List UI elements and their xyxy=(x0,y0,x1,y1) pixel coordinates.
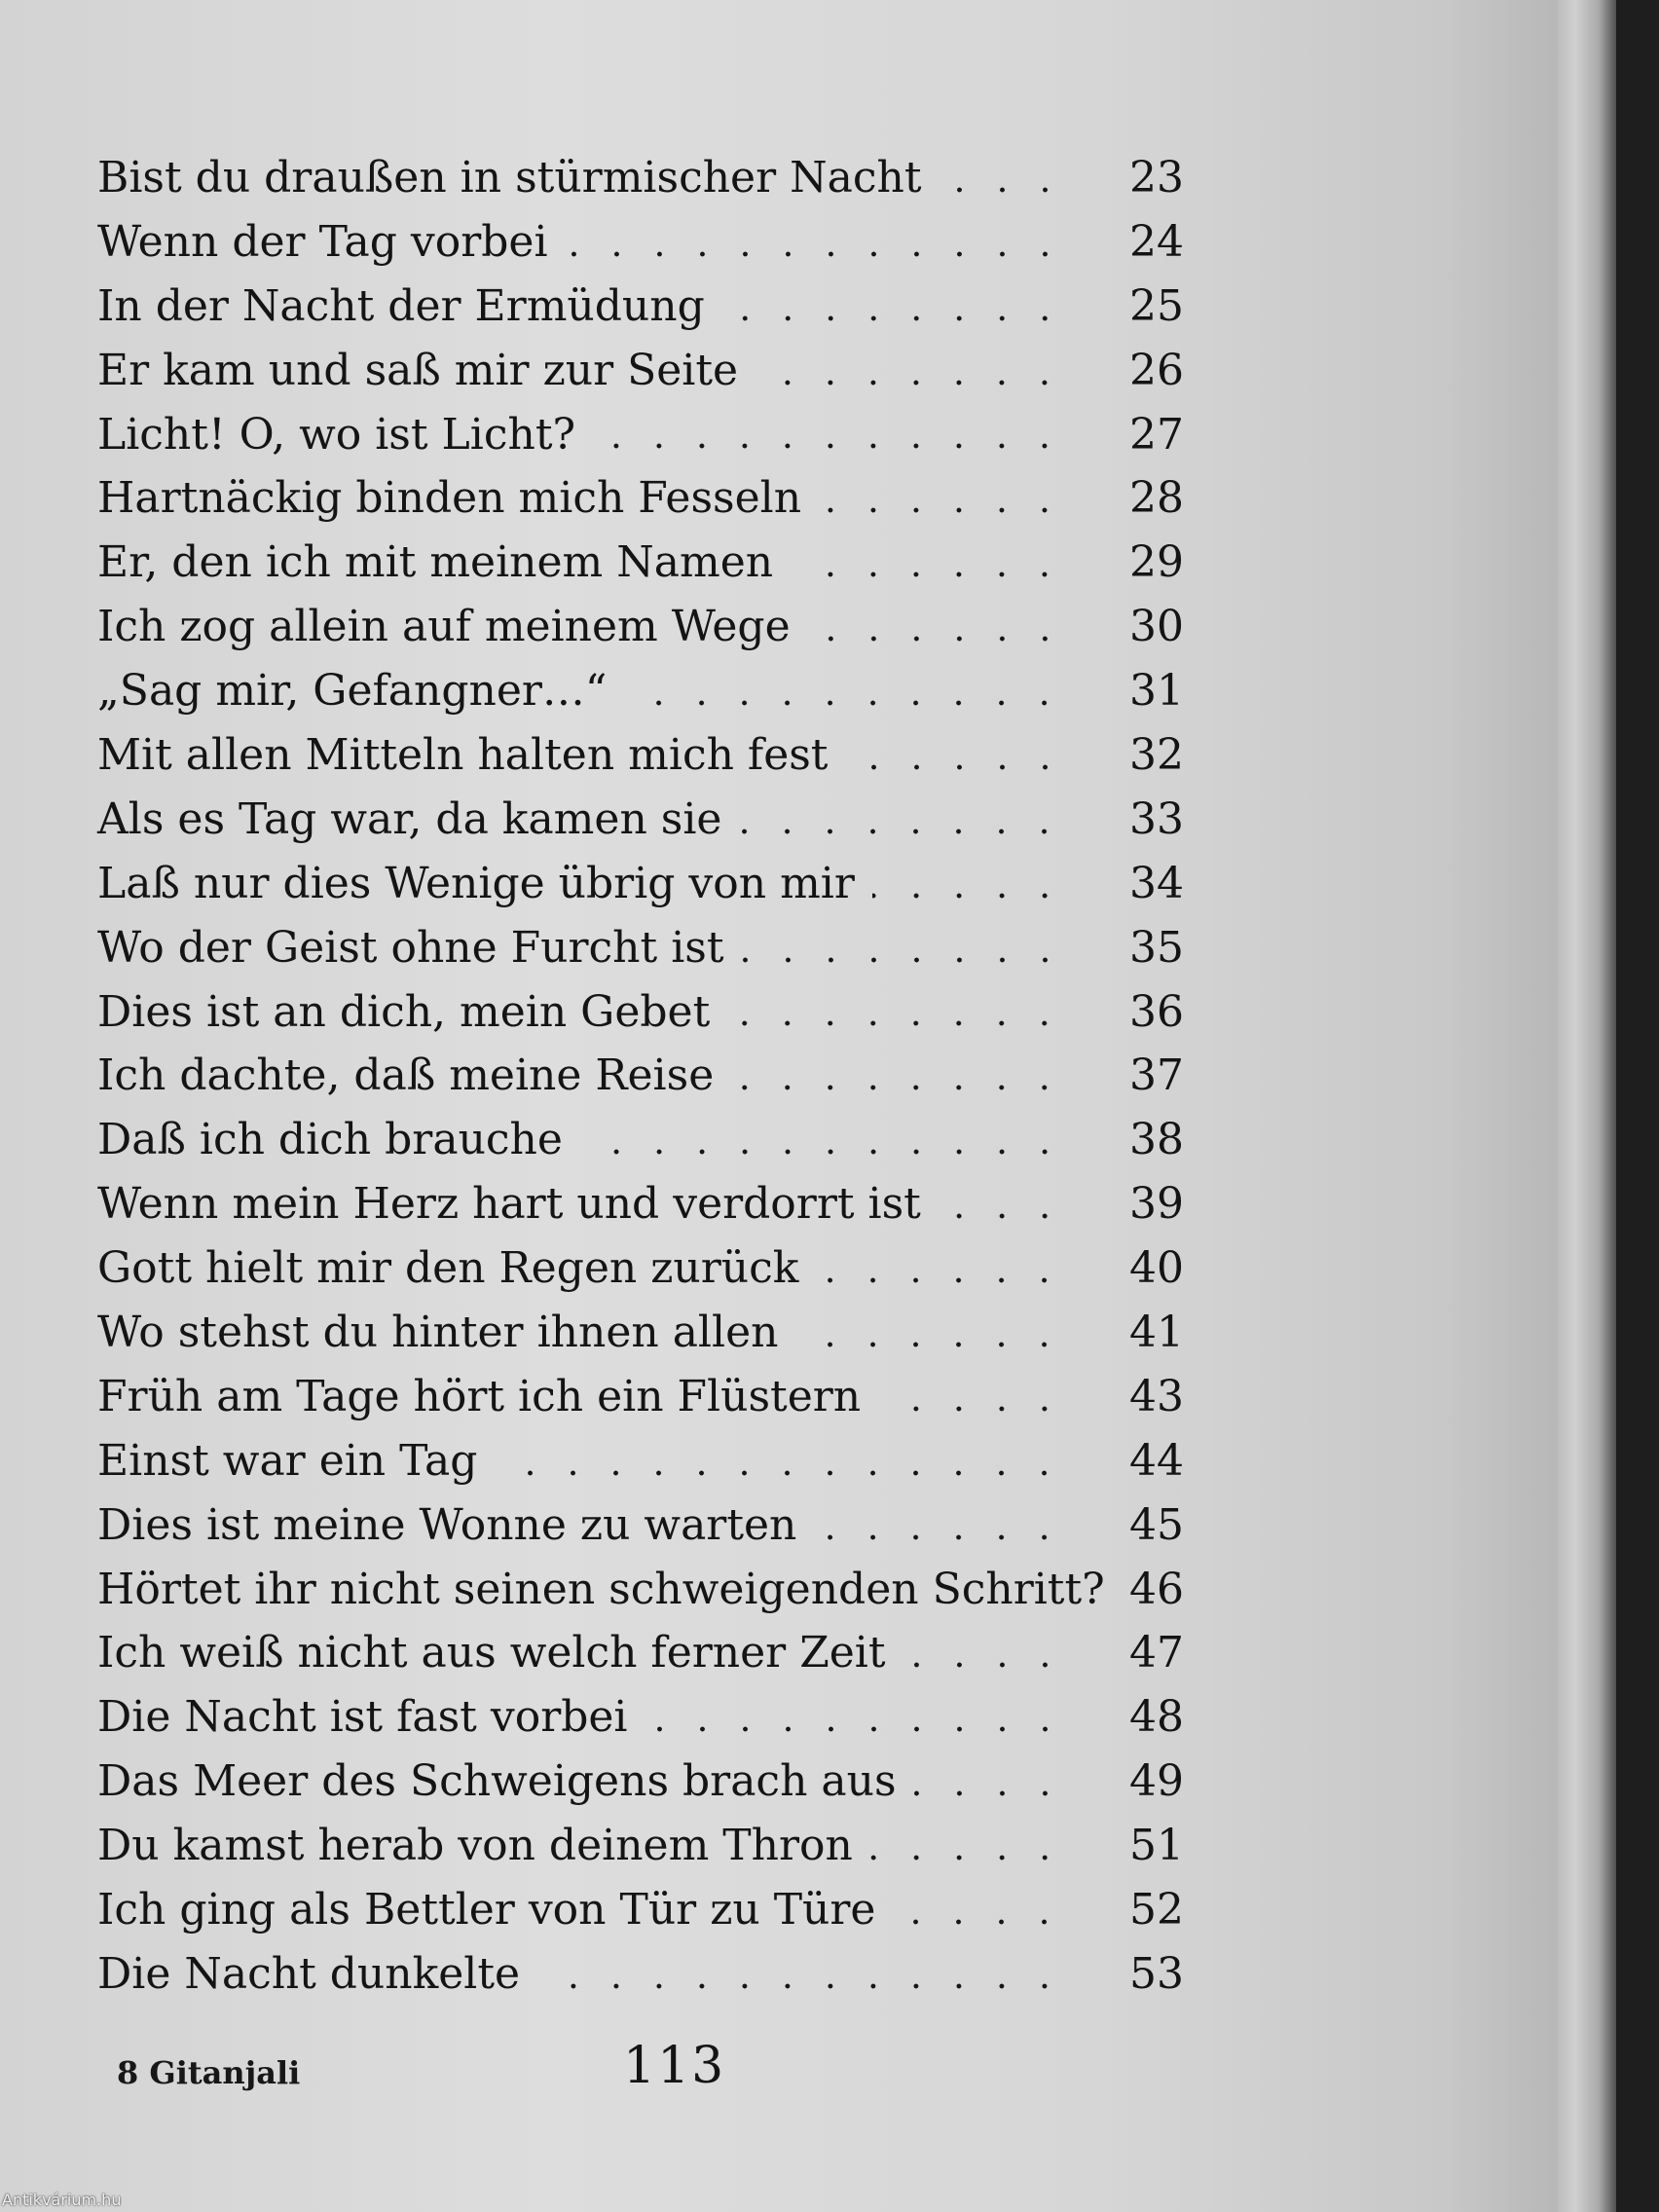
toc-entry xyxy=(97,466,1207,531)
toc-entry xyxy=(97,1750,1207,1814)
dot-leader xyxy=(742,957,1066,963)
toc-entry-title: Das Meer des Schweigens brach aus xyxy=(97,1750,906,1814)
background-shadow xyxy=(1616,0,1659,2212)
toc-entry-title: Einst war ein Tag xyxy=(97,1429,487,1493)
toc-entry xyxy=(97,1493,1207,1558)
table-of-contents xyxy=(97,146,1207,2007)
toc-entry-page: 46 xyxy=(1129,1564,1184,1614)
toc-entry-title: Ich weiß nicht aus welch ferner Zeit xyxy=(97,1621,896,1685)
dot-leader xyxy=(795,1342,1066,1347)
dot-leader xyxy=(593,443,1066,449)
page-number: 113 xyxy=(623,2037,726,2095)
toc-entry-title: Bist du draußen in stürmischer Nacht xyxy=(97,146,932,210)
toc-entry-title: Früh am Tage hört ich ein Flüstern xyxy=(97,1365,870,1429)
toc-entry-title: Hartnäckig binden mich Fesseln xyxy=(97,466,811,531)
toc-entry-title: Er kam und saß mir zur Seite xyxy=(97,339,748,403)
toc-entry-page: 27 xyxy=(1129,409,1184,460)
page-edge xyxy=(1558,0,1616,2212)
toc-entry xyxy=(97,1621,1207,1685)
toc-entry-title: Die Nacht dunkelte xyxy=(97,1942,530,2007)
toc-entry-page: 30 xyxy=(1129,602,1184,652)
dot-leader xyxy=(819,507,1066,513)
dot-leader xyxy=(739,829,1066,834)
toc-entry-title: Daß ich dich brauche xyxy=(97,1108,572,1172)
toc-entry xyxy=(97,1044,1207,1108)
dot-leader xyxy=(870,1855,1066,1861)
toc-entry-page: 29 xyxy=(1129,537,1184,588)
toc-entry-page: 53 xyxy=(1129,1948,1184,1999)
toc-entry xyxy=(97,1236,1207,1301)
toc-entry-page: 39 xyxy=(1129,1179,1184,1230)
toc-entry-title: In der Nacht der Ermüdung xyxy=(97,275,715,339)
toc-entry-title: Dies ist meine Wonne zu warten xyxy=(97,1493,806,1558)
toc-entry-title: Wo der Geist ohne Furcht ist xyxy=(97,916,734,980)
dot-leader xyxy=(722,315,1066,321)
toc-entry xyxy=(97,1685,1207,1750)
toc-entry xyxy=(97,659,1207,723)
dot-leader xyxy=(939,1213,1066,1219)
toc-entry-title: Ich ging als Bettler von Tür zu Türe xyxy=(97,1878,885,1942)
toc-entry xyxy=(97,1172,1207,1236)
toc-entry xyxy=(97,403,1207,467)
toc-entry xyxy=(97,1942,1207,2007)
toc-entry-title: Licht! O, wo ist Licht? xyxy=(97,403,585,467)
toc-entry-page: 40 xyxy=(1129,1243,1184,1294)
toc-entry-title: Dies ist an dich, mein Gebet xyxy=(97,980,719,1045)
dot-leader xyxy=(878,1406,1066,1412)
toc-entry-title: Er, den ich mit meinem Namen xyxy=(97,531,783,595)
toc-entry-page: 23 xyxy=(1129,153,1184,203)
toc-entry-page: 33 xyxy=(1129,793,1184,844)
toc-entry xyxy=(97,788,1207,852)
dot-leader xyxy=(816,1277,1066,1283)
toc-entry-page: 38 xyxy=(1129,1115,1184,1165)
dot-leader xyxy=(940,187,1066,193)
toc-entry-page: 26 xyxy=(1129,345,1184,395)
toc-entry xyxy=(97,723,1207,788)
toc-entry xyxy=(97,980,1207,1045)
toc-entry-title: Gott hielt mir den Regen zurück xyxy=(97,1236,808,1301)
toc-entry-page: 36 xyxy=(1129,986,1184,1037)
toc-entry-page: 37 xyxy=(1129,1051,1184,1101)
dot-leader xyxy=(580,1149,1066,1155)
toc-entry xyxy=(97,210,1207,275)
dot-leader xyxy=(791,571,1066,577)
toc-entry xyxy=(97,1558,1207,1622)
toc-entry-page: 24 xyxy=(1129,216,1184,267)
toc-entry xyxy=(97,1365,1207,1429)
toc-entry-page: 28 xyxy=(1129,473,1184,524)
toc-entry xyxy=(97,531,1207,595)
dot-leader xyxy=(727,1020,1066,1026)
toc-entry-page: 52 xyxy=(1129,1885,1184,1936)
toc-entry-title: Wo stehst du hinter ihnen allen xyxy=(97,1301,788,1365)
toc-entry-page: 32 xyxy=(1129,730,1184,781)
toc-entry xyxy=(97,275,1207,339)
toc-entry-title: Als es Tag war, da kamen sie xyxy=(97,788,731,852)
dot-leader xyxy=(756,380,1066,386)
toc-entry xyxy=(97,146,1207,210)
toc-entry xyxy=(97,1878,1207,1942)
toc-entry-title: „Sag mir, Gefangner…“ xyxy=(97,659,616,723)
toc-entry-page: 49 xyxy=(1129,1756,1184,1807)
dot-leader xyxy=(624,700,1066,706)
dot-leader xyxy=(846,764,1067,770)
toc-entry-title: Ich zog allein auf meinem Wege xyxy=(97,595,800,659)
toc-entry-page: 41 xyxy=(1129,1308,1184,1358)
toc-entry-title: Wenn mein Herz hart und verdorrt ist xyxy=(97,1172,931,1236)
toc-entry-page: 35 xyxy=(1129,922,1184,973)
dot-leader xyxy=(645,1726,1067,1732)
toc-entry-page: 43 xyxy=(1129,1371,1184,1421)
toc-entry xyxy=(97,852,1207,916)
toc-entry xyxy=(97,1108,1207,1172)
toc-entry-title: Mit allen Mitteln halten mich fest xyxy=(97,723,838,788)
toc-entry-title: Hörtet ihr nicht seinen schweigenden Schritt? xyxy=(97,1558,1115,1622)
dot-leader xyxy=(537,1983,1066,1989)
toc-entry xyxy=(97,1429,1207,1493)
toc-entry-page: 44 xyxy=(1129,1435,1184,1486)
dot-leader xyxy=(893,1919,1066,1925)
toc-entry-title: Laß nur dies Wenige übrig von mir xyxy=(97,852,865,916)
dot-leader xyxy=(566,251,1066,257)
toc-entry xyxy=(97,339,1207,403)
printer-signature: 8 Gitanjali xyxy=(117,2054,301,2091)
dot-leader xyxy=(495,1470,1066,1476)
toc-entry-page: 51 xyxy=(1129,1821,1184,1871)
dot-leader xyxy=(814,1534,1066,1540)
dot-leader xyxy=(731,1085,1066,1090)
toc-entry-page: 45 xyxy=(1129,1499,1184,1550)
toc-entry-page: 31 xyxy=(1129,666,1184,717)
dot-leader xyxy=(808,636,1066,642)
dot-leader xyxy=(872,893,1066,899)
dot-leader xyxy=(914,1790,1066,1796)
toc-entry-page: 34 xyxy=(1129,858,1184,908)
toc-entry xyxy=(97,1301,1207,1365)
toc-entry-title: Die Nacht ist fast vorbei xyxy=(97,1685,638,1750)
toc-entry-page: 48 xyxy=(1129,1692,1184,1743)
toc-entry xyxy=(97,1814,1207,1878)
toc-entry xyxy=(97,595,1207,659)
toc-entry-title: Wenn der Tag vorbei xyxy=(97,210,558,275)
toc-entry xyxy=(97,916,1207,980)
toc-entry-title: Ich dachte, daß meine Reise xyxy=(97,1044,723,1108)
toc-entry-page: 25 xyxy=(1129,280,1184,331)
dot-leader xyxy=(903,1662,1066,1668)
toc-entry-page: 47 xyxy=(1129,1628,1184,1678)
watermark-text: Antikvárium.hu xyxy=(2,2191,122,2209)
toc-entry-title: Du kamst herab von deinem Thron xyxy=(97,1814,863,1878)
